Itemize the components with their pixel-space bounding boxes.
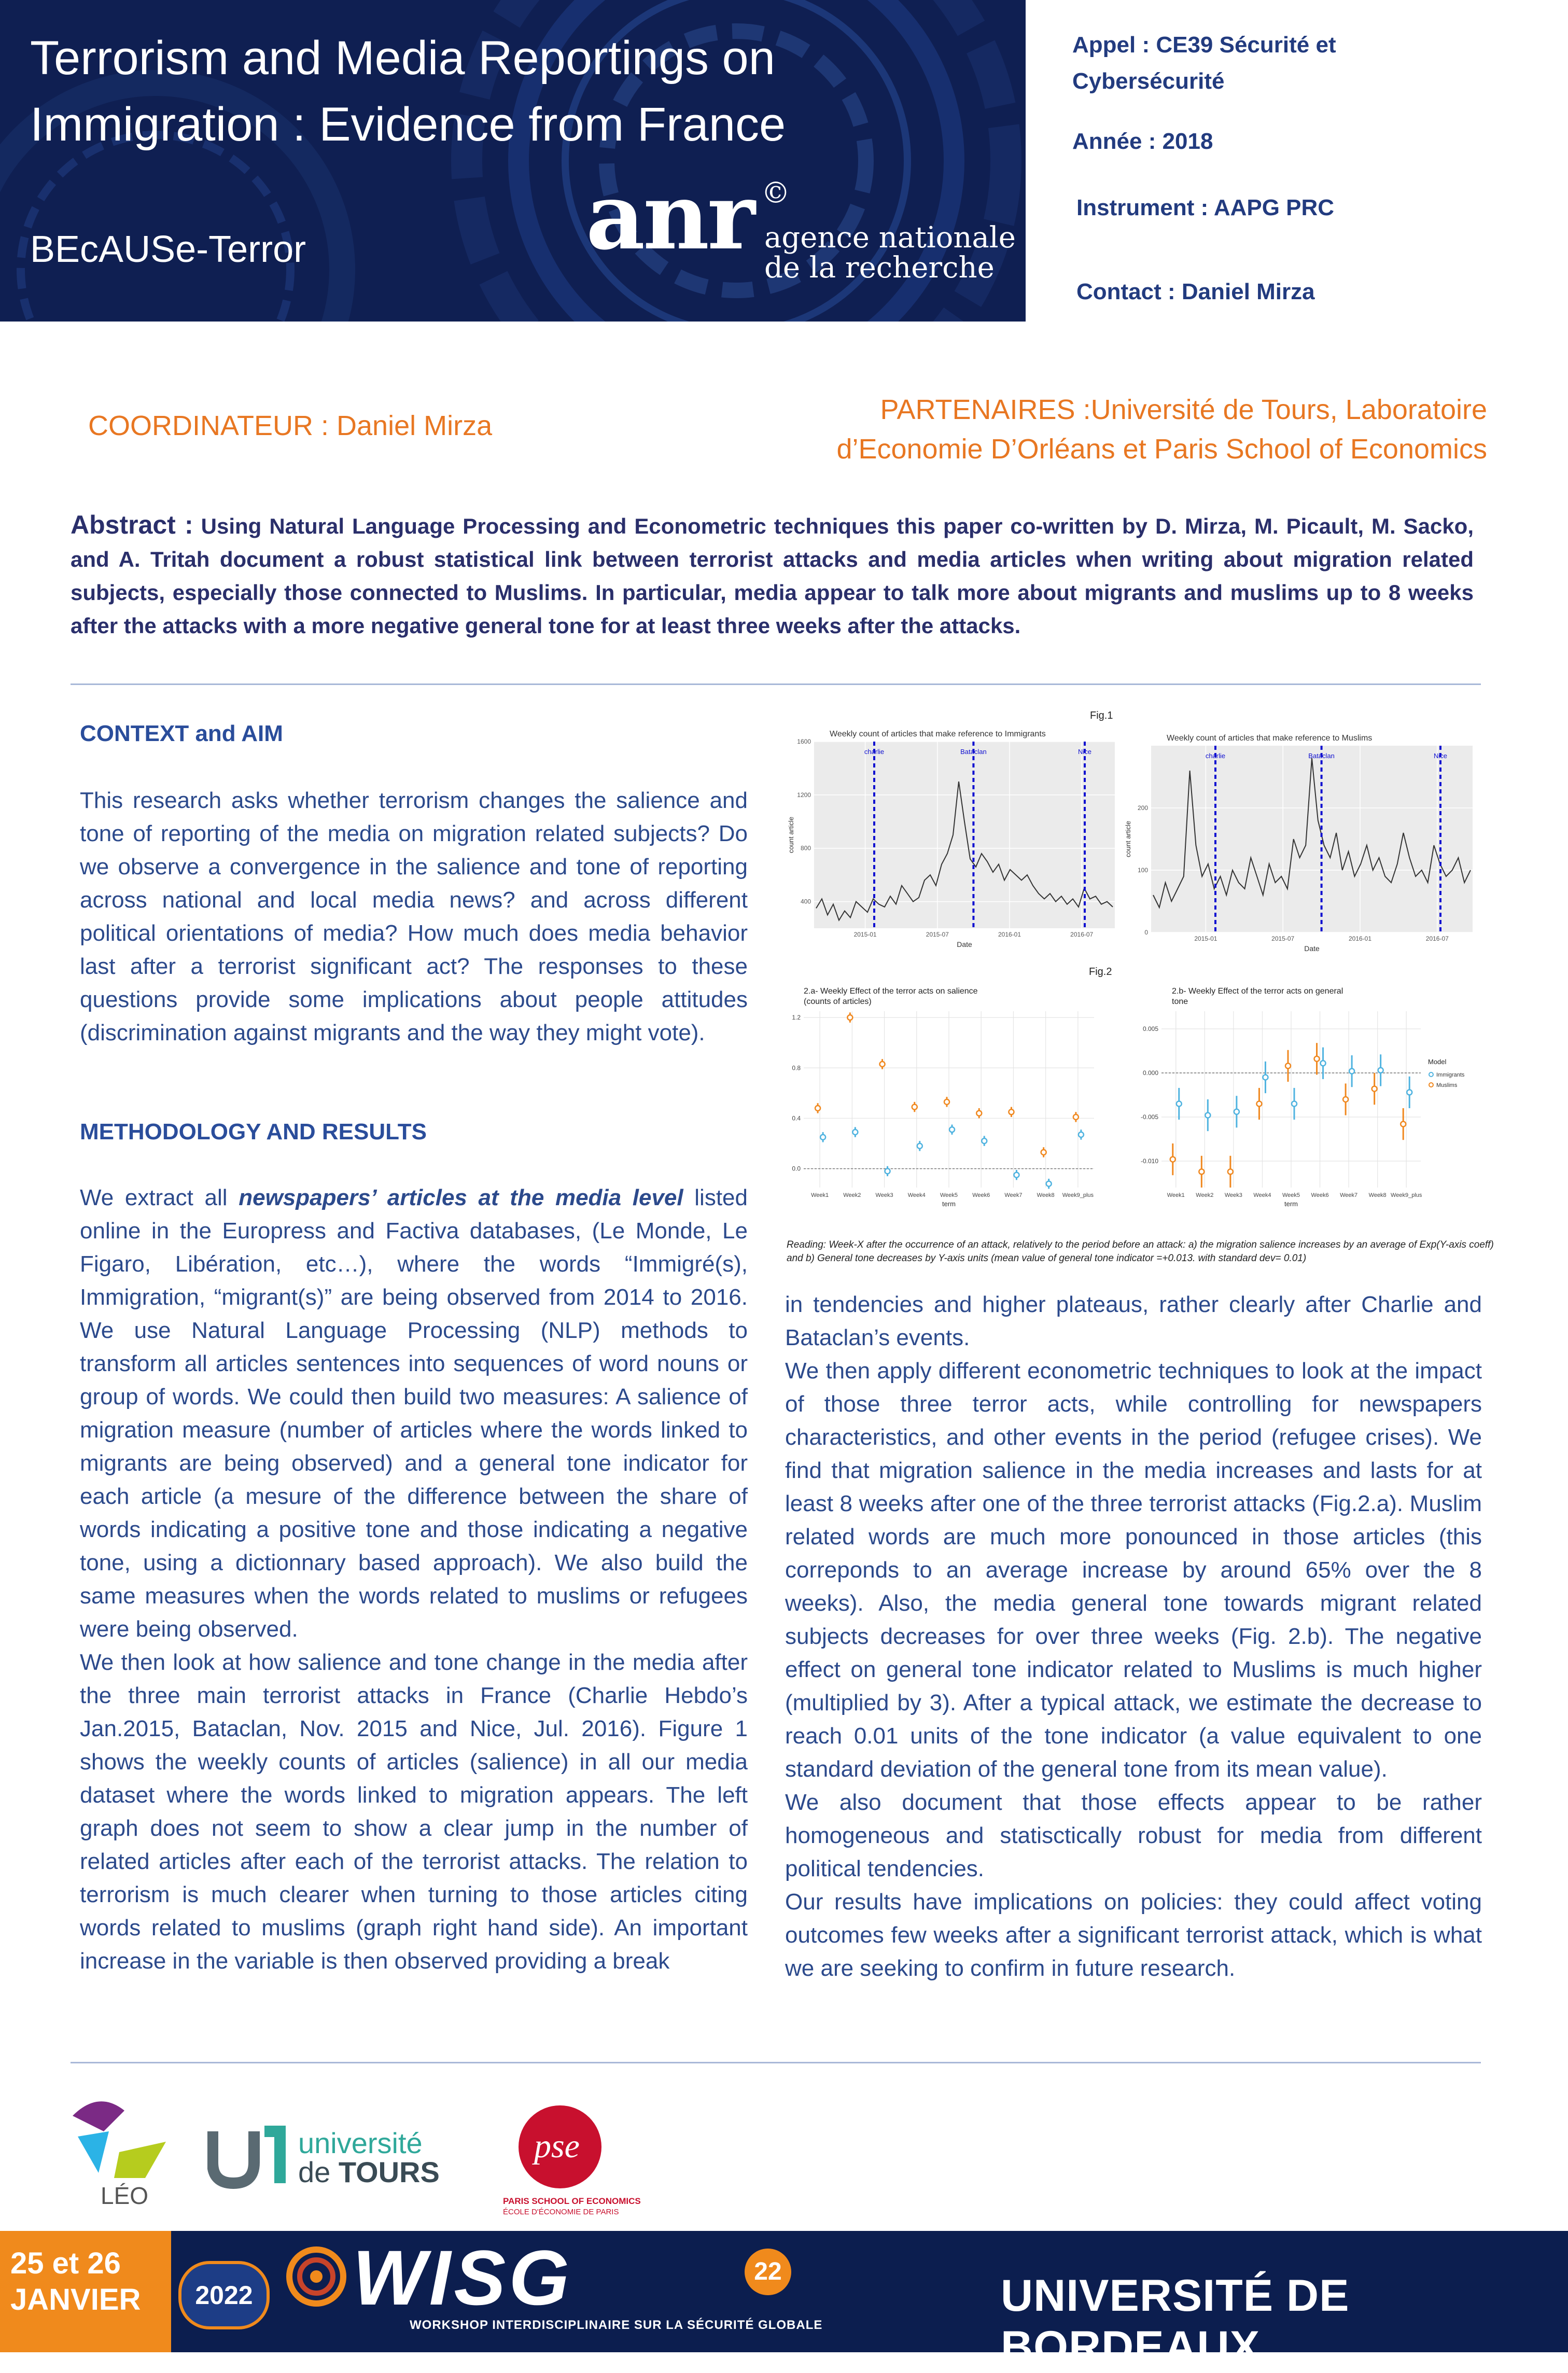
appel-info [1072,27,1336,100]
x-tick-label: Week6 [972,1192,990,1198]
x-tick-label: 2015-07 [926,931,949,938]
event-label: Nice [1433,752,1448,760]
event-label: charlie [864,748,885,756]
coordinateur: COORDINATEUR : Daniel Mirza [88,410,493,441]
tours-line2 [298,2156,440,2188]
data-point [1372,1086,1377,1092]
data-point [1285,1063,1291,1068]
data-point [852,1129,858,1135]
footer-date [10,2245,141,2318]
x-tick-label: Week9_plus [1062,1192,1094,1198]
pse-mark: pse [534,2127,580,2165]
x-axis-label: Date [1304,944,1320,953]
event-label: Nice [1077,748,1092,756]
y-tick-label: 1600 [797,738,811,745]
x-tick-label: Week7 [1004,1192,1023,1198]
anr-logo-line1: agence nationale [764,221,1016,255]
divider-top [71,683,1481,685]
x-axis-label: term [1284,1200,1298,1208]
data-point [1349,1069,1354,1074]
data-point [1199,1169,1204,1174]
chart-title: (counts of articles) [804,997,872,1006]
tours-t-shape [264,2131,280,2183]
footer-date-line2: JANVIER [10,2283,141,2316]
data-point [1170,1157,1175,1162]
y-tick-label: 0.0 [792,1165,801,1172]
pse-line2: ÉCOLE D'ÉCONOMIE DE PARIS [503,2208,619,2216]
data-point [1263,1075,1268,1080]
data-point [917,1143,922,1149]
chart-muslims-weekly [1124,734,1473,953]
wisg-subtitle: WORKSHOP INTERDISCIPLINAIRE SUR LA SÉCURITÉ GLOBALE [410,2318,823,2332]
tours-line2-de: de [298,2156,339,2188]
y-tick-label: 200 [1137,804,1148,812]
x-tick-label: Week9_plus [1391,1192,1422,1198]
tours-line2-tours: TOURS [338,2156,440,2188]
data-point [1407,1090,1412,1095]
data-point [976,1111,982,1116]
data-point [1079,1132,1084,1137]
data-point [1401,1122,1406,1127]
plot-background [1151,746,1473,932]
figure-reading-note: Reading: Week-X after the occurrence of an attack, relatively to the period before an attack: a) the migration salience increases by an average of Exp(Y-axis coeff) and b) General tone decreases by Y-axis units (mean value of general tone indicator =+0.013. with standard dev= 0.01) [787,1239,1494,1264]
tours-line1: université [298,2127,423,2159]
fig1-label: Fig.1 [1090,710,1113,721]
x-tick-label: 2016-01 [1348,935,1372,942]
project-name: BEcAUSe-Terror [30,229,306,270]
y-tick-label: 0 [1144,929,1148,936]
legend-title: Model [1428,1058,1447,1066]
method-paragraph-2: We then look at how salience and tone change in the media after the three main terrorist attacks in France (Charlie Hebdo’s Jan.2015, Bataclan, Nov. 2015 and Nice, Jul. 2016). Figure 1 shows the weekly counts of articles (salience) in all our media dataset where the words linked to migration appears. The left graph does not seem to show a clear jump in the number of related articles after each of the terrorist attacks. The relation to terrorism is much clearer when turning to those articles citing words related to muslims (graph right hand side). An important increase in the variable is then observed providing a break [80,1650,748,1974]
data-point [815,1106,820,1111]
partenaires [674,390,1487,469]
data-point [1234,1109,1239,1114]
wisg-edition-badge: 22 [745,2249,791,2295]
method-heading: METHODOLOGY AND RESULTS [80,1119,427,1144]
data-point [982,1138,987,1143]
context-paragraph: This research asks whether terrorism changes the salience and tone of reporting of the media on migration related subjects? Do we observe a convergence in the salience and tone of reporting across national and local media news? and across different political orientations of media? How much does media behavior last after a terrorist significant act? The responses to these questions provide some implications about people attitudes (discrimination against migrants and the way they might vote). [80,788,748,1045]
legend-label: Immigrants [1436,1072,1465,1078]
data-point [912,1105,917,1110]
data-point [1228,1169,1233,1174]
fig2-label: Fig.2 [1089,966,1112,978]
chart-title: 2.b- Weekly Effect of the terror acts on general [1172,987,1343,996]
x-tick-label: Week6 [1311,1192,1329,1198]
event-label: charlie [1205,752,1226,760]
y-tick-label: 0.8 [792,1064,801,1072]
data-point [1205,1113,1210,1118]
method-p1-b: listed online in the Europress and Factiva databases, (Le Monde, Le Figaro, Libération, etc…), where the words “Immigré(s), Immigration, “migrant(s)” are being observed from 2014 to 2016. We use Natural Language Processing (NLP) methods to transform all articles sentences into sequences of word nouns or group of words. We could then build two measures: A salience of migration measure (number of articles where the words linked to migrants are being observed) and a general tone indicator for each article (a mesure of the difference between the share of words indicating a positive tone and those indicating a negative tone, using a dictionnary based approach). We also build the same measures when the words related to muslims or refugees were being observed. [80,1185,748,1642]
y-axis-label: count article [1124,820,1132,858]
x-axis-label: term [942,1200,956,1208]
plot-background [814,742,1115,928]
chart-title: Weekly count of articles that make reference to Immigrants [830,730,1046,738]
chart-immigrants-weekly [787,730,1115,948]
right-paragraph-3: We also document that those effects appear to be rather homogeneous and statisctically robust for media from different political tendencies. [785,1790,1482,1881]
leo-text: LÉO [101,2182,149,2209]
x-tick-label: Week2 [843,1192,861,1198]
legend-label: Muslims [1436,1082,1458,1088]
x-tick-label: 2015-07 [1271,935,1295,942]
leo-logo [67,2095,171,2209]
anr-registered-mark: © [761,176,790,210]
header-banner [0,0,1026,322]
right-paragraph-2: We then apply different econometric techniques to look at the impact of those three terror acts, while controlling for newspapers characteristics, and other events in the period (refugee crises). We find that migration salience in the media increases and lasts for at least 8 weeks after one of the three terrorist attacks (Fig.2.a). Muslim related words are much more ponounced in those articles (this correponds to an average increase by around 65% over the 8 weeks). Also, the media general tone towards migrant related subjects decreases for over three weeks (Fig. 2.b). The negative effect on general tone indicator related to Muslims is much higher (multiplied by 3). After a typical attack, we estimate the decrease to reach 0.01 units of the tone indicator (a value equivalent to one standard deviation of the general tone from its mean value). [785,1358,1482,1782]
footer-date-line1: 25 et 26 [10,2246,121,2280]
data-point [1321,1060,1326,1066]
event-label: Bataclan [1308,752,1335,760]
x-tick-label: Week1 [1167,1192,1185,1198]
y-tick-label: 0.4 [792,1114,801,1122]
anr-logo-text [764,223,1016,283]
wisg-logo: WISG [353,2234,572,2321]
y-tick-label: 400 [800,898,811,905]
appel-line1: Appel : CE39 Sécurité et [1072,32,1336,58]
chart-title: 2.a- Weekly Effect of the terror acts on salience [804,987,978,996]
divider-bottom [71,2062,1481,2063]
chart-tone-effect [1141,987,1465,1208]
pse-line1: PARIS SCHOOL OF ECONOMICS [503,2196,641,2206]
y-tick-label: 0.005 [1142,1025,1158,1032]
x-tick-label: 2015-01 [853,931,877,938]
anr-logo: anr [586,163,753,270]
x-tick-label: Week4 [907,1192,926,1198]
universite-bordeaux-logo: UNIVERSITÉ DE BORDEAUX [1001,2271,1350,2372]
pse-logo [498,2100,664,2220]
x-tick-label: 2016-07 [1070,931,1094,938]
data-point [1378,1068,1383,1073]
partenaires-line2: d’Economie D’Orléans et Paris School of Economics [836,434,1487,465]
right-paragraph-1: in tendencies and higher plateaus, rather clearly after Charlie and Bataclan’s events. [785,1292,1482,1350]
tours-u-shape [213,2131,254,2183]
instrument-info: Instrument : AAPG PRC [1076,195,1335,220]
y-tick-label: -0.010 [1140,1157,1158,1165]
chart-title: Weekly count of articles that make reference to Muslims [1167,734,1373,743]
data-point [1314,1056,1320,1062]
x-axis-label: Date [957,940,972,948]
anr-logo-line2: de la recherche [764,251,995,285]
data-point [949,1127,955,1132]
wisg-target-icon [285,2245,347,2308]
y-tick-label: 1.2 [792,1014,801,1022]
chart-title: tone [1172,997,1188,1006]
abstract-text: Using Natural Language Processing and Econometric techniques this paper co-written by D. Mirza, M. Picault, M. Sacko, and A. Tritah document a robust statistical link between terrorist attacks and media articles when writing about migration related subjects, especially those connected to Muslims. In particular, media appear to talk more about migrants and muslims up to 8 weeks after the attacks with a more negative general tone for at least three weeks after the attacks. [71,514,1474,638]
figures-panel [767,700,1504,1239]
y-axis-label: count article [787,816,795,854]
method-p1-bold: newspapers’ articles at the media level [239,1185,683,1210]
data-point [1292,1101,1297,1107]
x-tick-label: 2016-01 [998,931,1021,938]
x-tick-label: Week5 [1282,1192,1300,1198]
y-tick-label: 800 [800,844,811,852]
data-point [880,1062,885,1067]
event-label: Bataclan [960,748,987,756]
x-tick-label: Week8 [1368,1192,1387,1198]
x-tick-label: Week3 [1224,1192,1242,1198]
method-p1-a: We extract all [80,1185,239,1210]
y-tick-label: 0.000 [1142,1069,1158,1077]
y-tick-label: -0.005 [1140,1113,1158,1121]
leo-blue-shape [78,2131,109,2173]
footer-year-badge: 2022 [178,2261,270,2329]
data-point [1177,1101,1182,1107]
y-tick-label: 100 [1137,867,1148,874]
x-tick-label: Week1 [811,1192,829,1198]
x-tick-label: Week5 [940,1192,958,1198]
leo-green-shape [114,2142,166,2178]
data-point [847,1015,852,1020]
data-point [820,1135,825,1140]
x-tick-label: 2016-07 [1425,935,1449,942]
data-point [885,1168,890,1174]
x-tick-label: Week7 [1340,1192,1358,1198]
leo-purple-shape [73,2101,124,2131]
annee-info: Année : 2018 [1072,129,1213,154]
abstract [71,508,1474,643]
right-paragraph-4: Our results have implications on policies: they could affect voting outcomes few weeks after a significant terrorist attack, which is what we are seeking to confirm in future research. [785,1889,1482,1981]
x-tick-label: 2015-01 [1194,935,1217,942]
x-tick-label: Week4 [1253,1192,1271,1198]
data-point [1343,1097,1348,1102]
method-text [80,1181,748,1978]
contact-info: Contact : Daniel Mirza [1076,279,1315,304]
context-text [80,784,748,1050]
data-point [944,1099,949,1105]
method-paragraph-1 [80,1181,748,1646]
x-tick-label: Week2 [1196,1192,1214,1198]
results-text [785,1288,1482,1985]
chart-salience-effect [792,987,1094,1208]
data-point [1041,1150,1046,1155]
partenaires-line1: PARTENAIRES :Université de Tours, Laboratoire [880,394,1487,425]
x-tick-label: Week8 [1037,1192,1055,1198]
context-heading: CONTEXT and AIM [80,721,283,746]
x-tick-label: Week3 [875,1192,893,1198]
legend-marker [1429,1083,1433,1087]
poster-title: Terrorism and Media Reportings on Immigration : Evidence from France [30,32,786,151]
data-point [1009,1109,1014,1114]
data-point [1014,1172,1019,1178]
legend-marker [1429,1072,1433,1077]
data-point [1256,1101,1262,1107]
data-point [1073,1114,1079,1120]
abstract-label: Abstract : [71,510,193,539]
y-tick-label: 1200 [797,791,811,799]
data-point [1046,1181,1052,1186]
appel-line2: Cybersécurité [1072,68,1225,94]
universite-tours-logo [207,2116,477,2194]
